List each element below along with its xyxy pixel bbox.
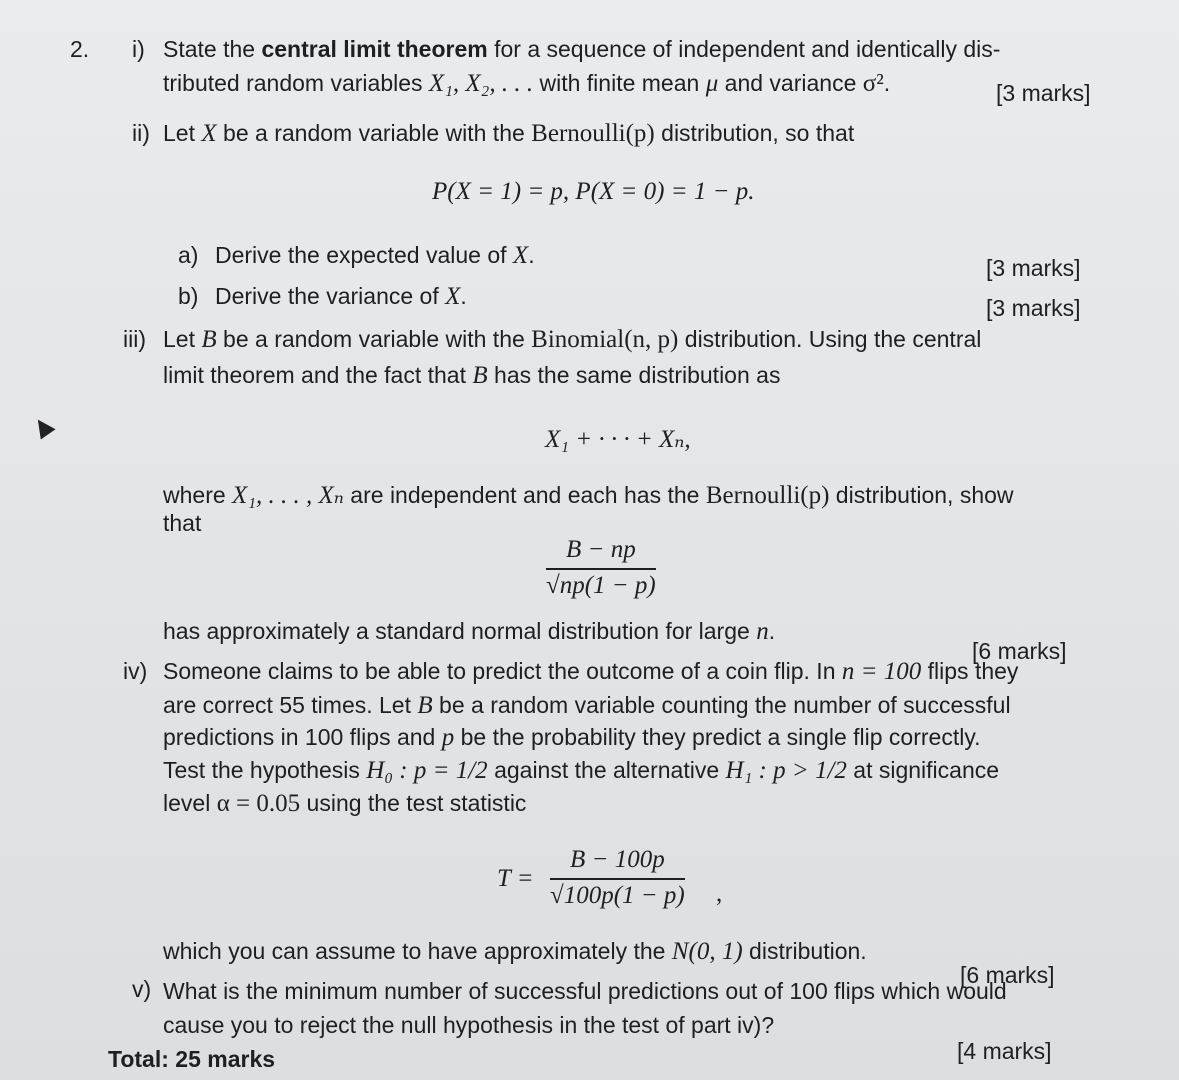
- math-sigma2: σ²: [862, 70, 884, 97]
- text: .: [528, 242, 535, 268]
- total-marks: Total: 25 marks: [108, 1046, 276, 1072]
- binomial-dist: Binomial(n, p): [531, 326, 679, 353]
- part-ii-b-label: b): [178, 283, 199, 309]
- part-i-line1: [163, 36, 1000, 63]
- text: distribution, so that: [654, 120, 855, 146]
- fraction-denominator: √np(1 − p): [546, 572, 656, 599]
- text: .: [883, 70, 891, 96]
- text: Derive the expected value of: [215, 242, 513, 268]
- bernoulli-equation: P(X = 1) = p, P(X = 0) = 1 − p.: [432, 178, 755, 205]
- math-X: X: [512, 242, 529, 269]
- text: be a random variable counting the number of successful: [432, 692, 1011, 718]
- sum-expression: X₁ + · · · + Xₙ,: [545, 426, 691, 453]
- part-iv-line3: [163, 724, 981, 752]
- math-n: n: [756, 618, 769, 645]
- text: Someone claims to be able to predict the outcome of a coin flip. In: [163, 658, 842, 684]
- fraction-numerator: B − 100p: [570, 846, 665, 873]
- question-number: 2.: [70, 36, 90, 62]
- part-iii-line3: [163, 480, 1014, 510]
- part-v-line1: What is the minimum number of successful predictions out of 100 flips which would: [163, 978, 1007, 1004]
- text: Let: [163, 120, 202, 146]
- math-X: X: [201, 120, 217, 147]
- text: where: [163, 482, 233, 508]
- part-iv-marks: [6 marks]: [960, 962, 1055, 988]
- fraction-numerator: B − np: [566, 536, 636, 563]
- text: be the probability they predict a single flip correctly.: [454, 724, 981, 750]
- math-B: B: [201, 326, 217, 353]
- text: which you can assume to have approximately the: [163, 938, 672, 964]
- math-sequence: X₁, X₂, . . .: [428, 70, 534, 97]
- part-v-marks: [4 marks]: [957, 1038, 1052, 1064]
- test-statistic-lhs: T =: [497, 865, 534, 892]
- bernoulli-dist: Bernoulli(p): [531, 120, 655, 147]
- text: Test the hypothesis: [163, 757, 367, 783]
- math-mu: μ: [705, 70, 719, 97]
- math-n100: n = 100: [841, 658, 922, 685]
- part-iii-line4: that: [163, 510, 202, 536]
- part-iv-line1: [163, 658, 1018, 686]
- text: are correct 55 times. Let: [163, 692, 418, 718]
- text: be a random variable with the: [216, 326, 532, 352]
- part-ii-a-marks: [3 marks]: [986, 255, 1081, 281]
- text: using the test statistic: [300, 790, 527, 816]
- text: distribution, show: [829, 482, 1014, 508]
- test-statistic-fraction: [550, 846, 685, 910]
- text: has the same distribution as: [487, 362, 781, 388]
- math-X: X: [445, 283, 461, 310]
- part-ii-a-label: a): [178, 242, 199, 268]
- part-i-marks: [3 marks]: [996, 80, 1091, 106]
- text: has approximately a standard normal distribution for large: [163, 618, 757, 644]
- text: distribution. Using the central: [678, 326, 982, 352]
- part-iv-label: iv): [123, 658, 148, 684]
- text: with finite mean: [533, 70, 706, 96]
- part-ii-label: ii): [132, 120, 150, 146]
- math-p: p: [441, 724, 455, 751]
- text: .: [768, 618, 776, 644]
- part-iv-line5: [163, 790, 526, 818]
- text: for a sequence of independent and identically dis-: [487, 36, 1001, 62]
- alt-hypothesis: H₁ : p > 1/2: [725, 757, 847, 784]
- text: at significance: [846, 757, 1000, 783]
- normal-dist: N(0, 1): [671, 938, 743, 965]
- text: State the: [163, 36, 262, 62]
- significance-level: α = 0.05: [216, 790, 301, 817]
- text: predictions in 100 flips and: [163, 724, 442, 750]
- part-iv-line6: [163, 938, 867, 966]
- text: .: [460, 283, 467, 309]
- math-B: B: [472, 362, 488, 389]
- part-iii-line2: [163, 362, 780, 390]
- text: tributed random variables: [163, 70, 429, 96]
- standardized-fraction: [546, 536, 656, 600]
- part-ii-line1: [163, 120, 854, 148]
- part-i-label: i): [132, 36, 145, 62]
- part-i-line2: [163, 70, 890, 98]
- text: Derive the variance of: [215, 283, 446, 309]
- part-ii-a-text: [215, 242, 535, 270]
- part-iii-label: iii): [123, 326, 146, 352]
- part-v-label: v): [132, 976, 152, 1002]
- text: be a random variable with the: [216, 120, 532, 146]
- part-v-line2: cause you to reject the null hypothesis in the test of part iv)?: [163, 1012, 775, 1038]
- text: against the alternative: [487, 757, 726, 783]
- text: distribution.: [742, 938, 867, 964]
- math-variables: X₁, . . . , Xₙ: [232, 482, 344, 509]
- math-B: B: [417, 692, 433, 719]
- part-ii-b-marks: [3 marks]: [986, 295, 1081, 321]
- part-iv-line4: [163, 757, 999, 785]
- fraction-denominator: √100p(1 − p): [550, 882, 685, 909]
- text: limit theorem and the fact that: [163, 362, 473, 388]
- text: Let: [163, 326, 202, 352]
- bernoulli-dist: Bernoulli(p): [705, 482, 830, 509]
- text: flips they: [921, 658, 1019, 684]
- part-ii-b-text: [215, 283, 467, 311]
- mouse-cursor-icon: [30, 414, 55, 439]
- part-iii-line1: [163, 326, 981, 354]
- part-iv-line2: [163, 692, 1011, 720]
- text: are independent and each has the: [343, 482, 706, 508]
- part-iii-line5: [163, 618, 775, 646]
- text: and variance: [718, 70, 863, 96]
- text: level: [163, 790, 217, 816]
- part-iii-marks: [6 marks]: [972, 638, 1067, 664]
- null-hypothesis: H₀ : p = 1/2: [366, 757, 488, 784]
- clt-term: central limit theorem: [261, 36, 488, 62]
- test-statistic-comma: ,: [716, 880, 723, 907]
